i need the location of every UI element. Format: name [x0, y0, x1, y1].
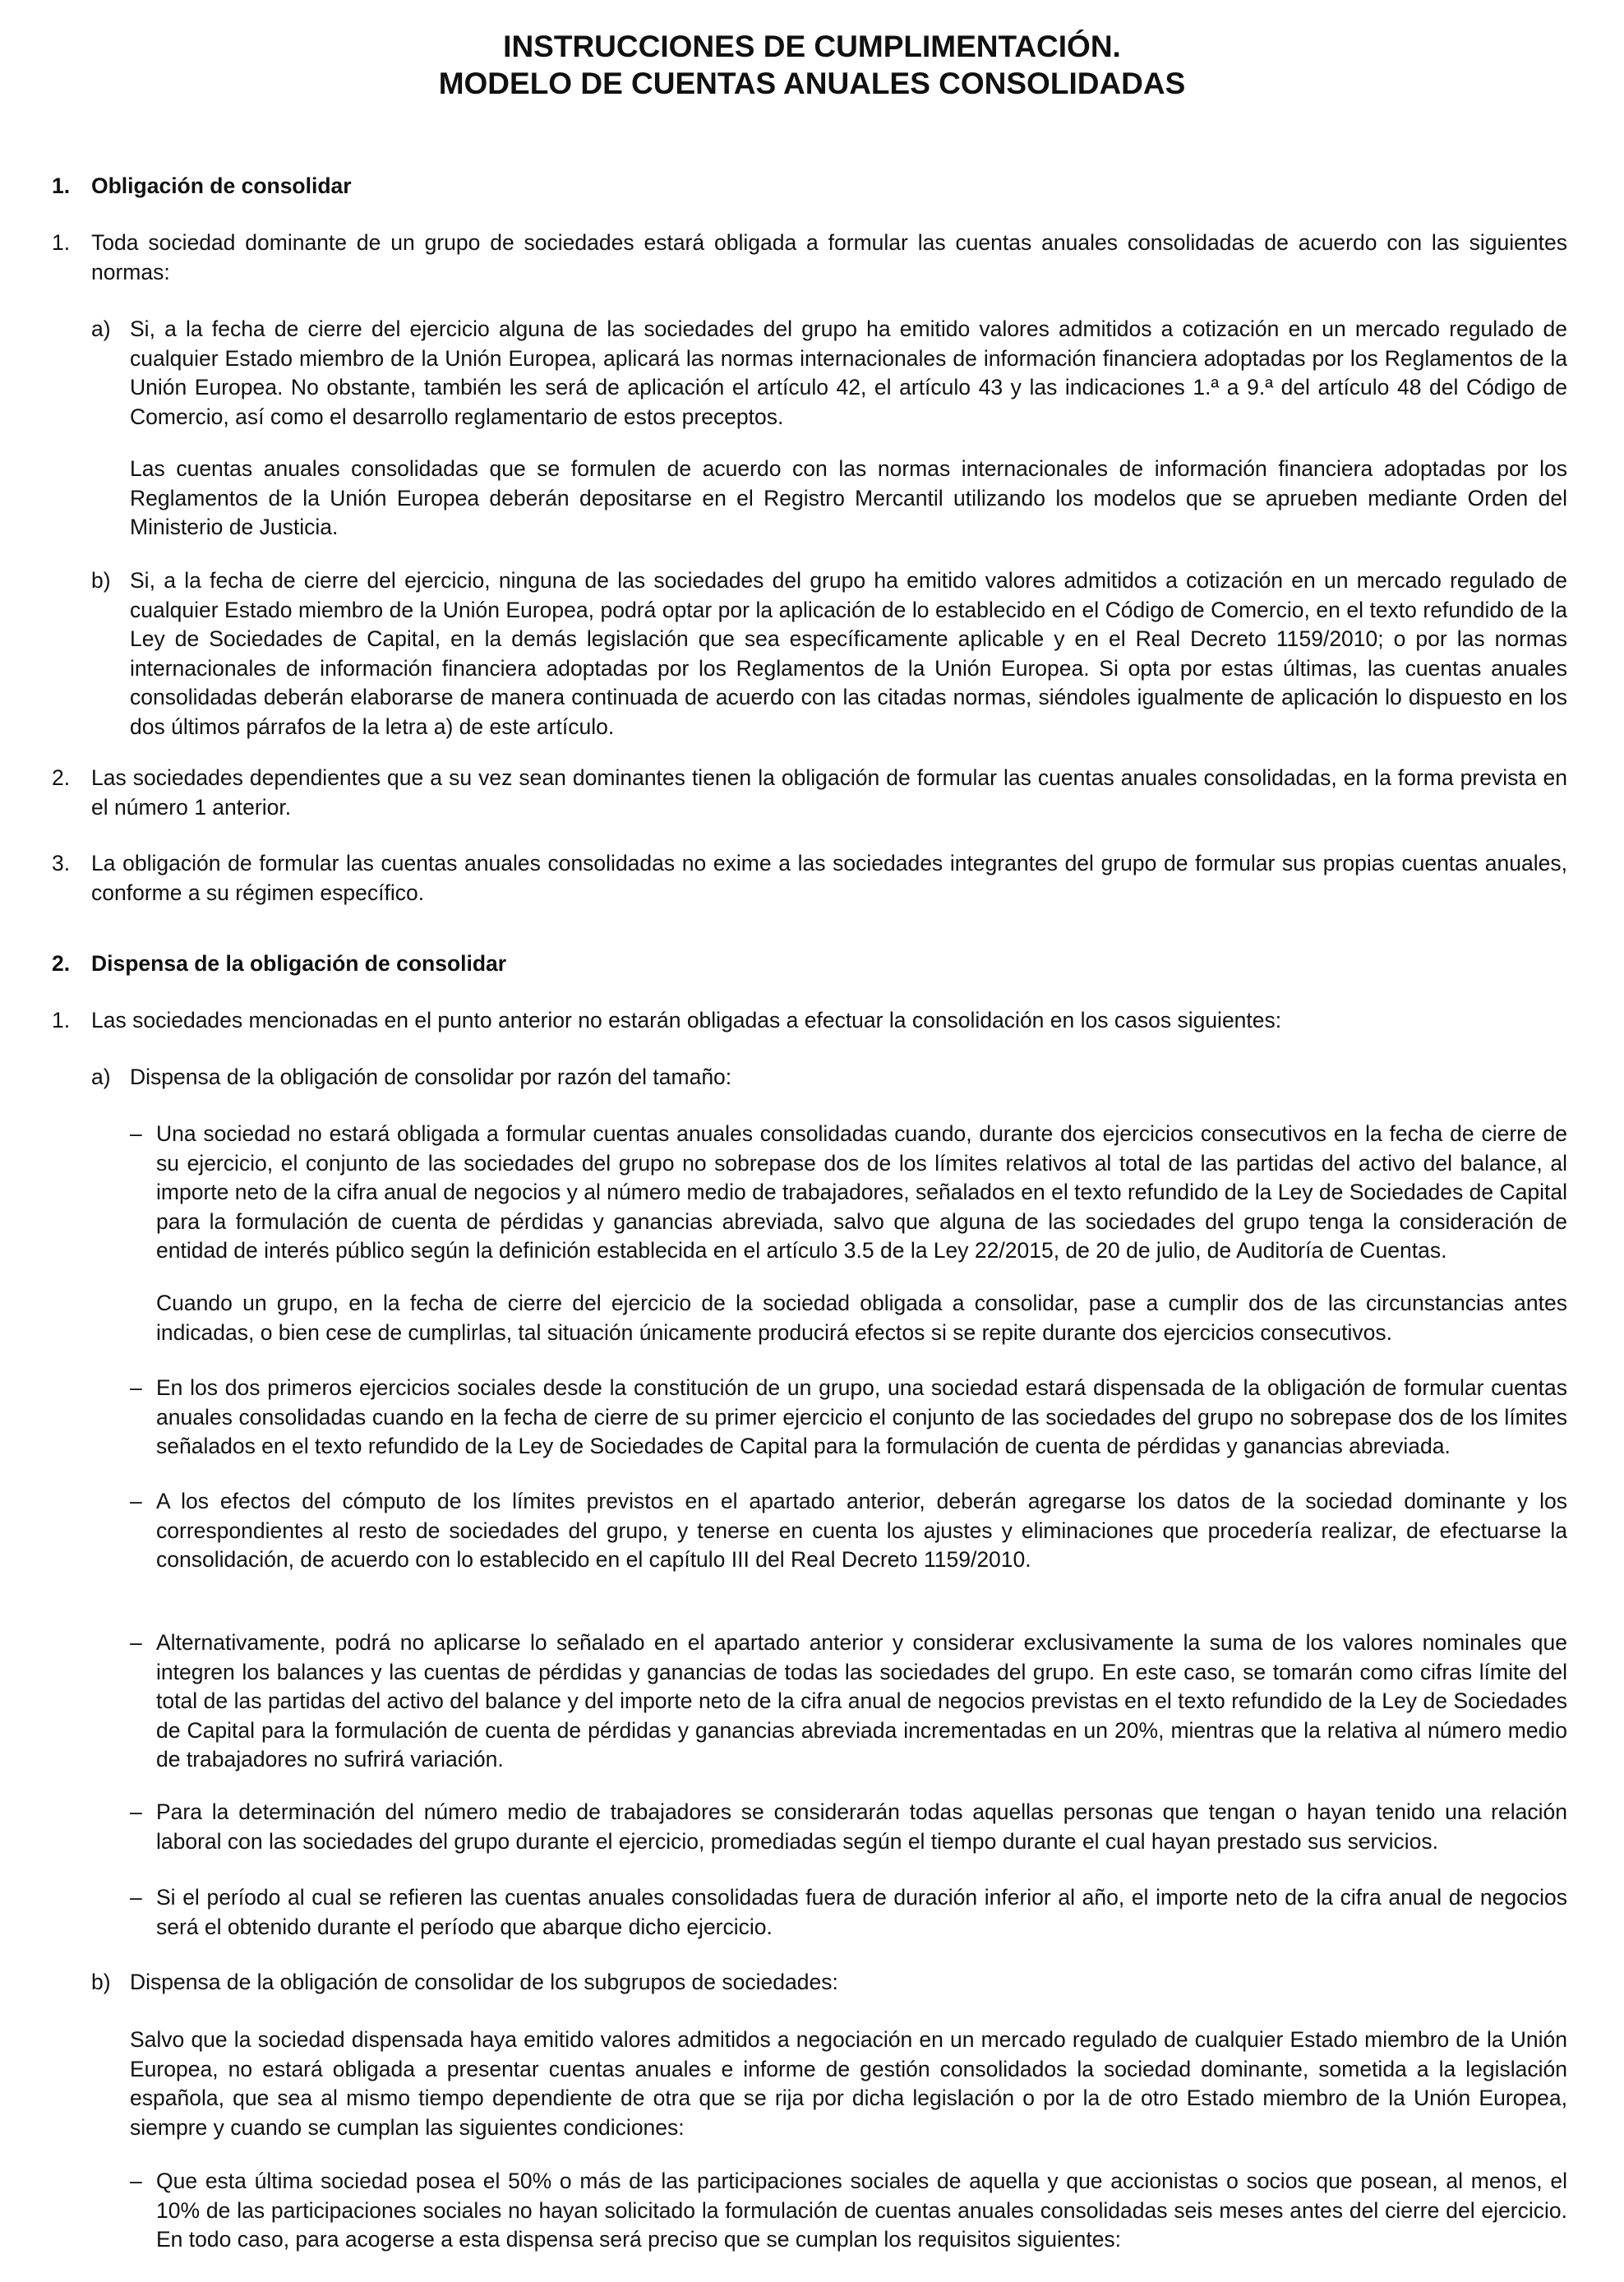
sub-item-a-heading: Dispensa de la obligación de consolidar por razón del tamaño:: [130, 1065, 732, 1089]
sub-item-label-a: a): [91, 316, 111, 341]
list-item-paragraph: Las sociedades dependientes que a su vez sean dominantes tienen la obligación de formular las cuentas anuales consolidadas, en la forma prevista en el número 1 anterior.: [91, 765, 1567, 820]
dash-bullet: –: [130, 1489, 142, 1513]
bullet-paragraph: Que esta última sociedad posea el 50% o más de las participaciones sociales de aquella y que accionistas o socios que posean, al menos, el 10% de las participaciones sociales no hayan solicitado la formulación de cuentas anuales consolidadas seis meses antes del cierre del ejercicio. En todo caso, para acogerse a esta dispensa será preciso que se cumplan los requisitos siguientes:: [156, 2169, 1567, 2252]
dash-bullet: –: [130, 2169, 142, 2193]
sub-item-label-b: b): [91, 1970, 111, 1994]
bullet-paragraph: Una sociedad no estará obligada a formular cuentas anuales consolidadas cuando, durante dos ejercicios consecutivos en la fecha de cierre de su ejercicio, el conjunto de las sociedades del grupo no sobrepase dos de los límites relativos al total de las partidas del activo del balance, al importe neto de la cifra anual de negocios y al número medio de trabajadores, señalados en el texto refundido de la Ley de Sociedades de Capital para la formulación de cuenta de pérdidas y ganancias abreviada, salvo que alguna de las sociedades del grupo tenga la consideración de entidad de interés público según la definición establecida en el artículo 3.5 de la Ley 22/2015, de 20 de julio, de Auditoría de Cuentas.: [156, 1121, 1567, 1263]
section-2-number: 2.: [52, 951, 71, 976]
sub-item-b-heading: Dispensa de la obligación de consolidar de los subgrupos de sociedades:: [130, 1970, 838, 1994]
sub-item-label-b: b): [91, 568, 111, 593]
item-number: 2.: [52, 765, 71, 790]
list-item-paragraph: La obligación de formular las cuentas anuales consolidadas no exime a las sociedades integrantes del grupo de formular sus propias cuentas anuales, conforme a su régimen específico.: [91, 851, 1567, 905]
bullet-paragraph: En los dos primeros ejercicios sociales desde la constitución de un grupo, una sociedad estará dispensada de la obligación de formular cuentas anuales consolidadas cuando en la fecha de cierre de su primer ejercicio el conjunto de las sociedades del grupo no sobrepase dos de los límites señalados en el texto refundido de la Ley de Sociedades de Capital para la formulación de cuenta de pérdidas y ganancias abreviada.: [156, 1375, 1567, 1458]
sub-item-b-paragraph: Si, a la fecha de cierre del ejercicio, ninguna de las sociedades del grupo ha emitido valores admitidos a cotización en un mercado regulado de cualquier Estado miembro de la Unión Europea, podrá optar por la aplicación de lo establecido en el Código de Comercio, en el texto refundido de la Ley de Sociedades de Capital, en la demás legislación que sea específicamente aplicable y en el Real Decreto 1159/2010; o por las normas internacionales de información financiera adoptadas por los Reglamentos de la Unión Europea. Si opta por estas últimas, las cuentas anuales consolidadas deberán elaborarse de manera continuada de acuerdo con las citadas normas, siéndoles igualmente de aplicación lo dispuesto en los dos últimos párrafos de la letra a) de este artículo.: [130, 568, 1567, 739]
sub-item-a-paragraph-2: Las cuentas anuales consolidadas que se formulen de acuerdo con las normas internacionales de información financiera adoptadas por los Reglamentos de la Unión Europea deberán depositarse en el Registro Mercantil utilizando los modelos que se aprueben mediante Orden del Ministerio de Justicia.: [130, 456, 1567, 539]
section-1-heading: Obligación de consolidar: [91, 173, 352, 198]
dash-bullet: –: [130, 1121, 142, 1146]
dash-bullet: –: [130, 1375, 142, 1400]
bullet-paragraph: Para la determinación del número medio de trabajadores se considerarán todas aquellas personas que tengan o hayan tenido una relación laboral con las sociedades del grupo durante el ejercicio, promediadas según el tiempo durante el cual hayan prestado sus servicios.: [156, 1799, 1567, 1854]
list-item-paragraph: Las sociedades mencionadas en el punto anterior no estarán obligadas a efectuar la consolidación en los casos siguientes:: [91, 1008, 1282, 1032]
item-number: 1.: [52, 230, 71, 255]
dash-bullet: –: [130, 1630, 142, 1655]
dash-bullet: –: [130, 1885, 142, 1910]
item-number: 3.: [52, 851, 71, 875]
bullet-paragraph: Cuando un grupo, en la fecha de cierre del ejercicio de la sociedad obligada a consolidar, pase a cumplir dos de las circunstancias antes indicadas, o bien cese de cumplirlas, tal situación únicamente producirá efectos si se repite durante dos ejercicios consecutivos.: [156, 1291, 1567, 1345]
section-1-number: 1.: [52, 173, 71, 198]
document-title-line-1: INSTRUCCIONES DE CUMPLIMENTACIÓN.: [503, 30, 1121, 63]
sub-item-b-paragraph: Salvo que la sociedad dispensada haya emitido valores admitidos a negociación en un mercado regulado de cualquier Estado miembro de la Unión Europea, no estará obligada a presentar cuentas anuales e informe de gestión consolidados la sociedad dominante, sometida a la legislación española, que sea al mismo tiempo dependiente de otra que se rija por dicha legislación o por la de otro Estado miembro de la Unión Europea, siempre y cuando se cumplan las siguientes condiciones:: [130, 2027, 1567, 2140]
list-item-paragraph: Toda sociedad dominante de un grupo de sociedades estará obligada a formular las cuentas anuales consolidadas de acuerdo con las siguientes normas:: [91, 230, 1567, 284]
sub-item-label-a: a): [91, 1065, 111, 1089]
bullet-paragraph: A los efectos del cómputo de los límites previstos en el apartado anterior, deberán agregarse los datos de la sociedad dominante y los correspondientes al resto de sociedades del grupo, y tenerse en cuenta los ajustes y eliminaciones que procedería realizar, de efectuarse la consolidación, de acuerdo con lo establecido en el capítulo III del Real Decreto 1159/2010.: [156, 1489, 1567, 1572]
section-2-heading: Dispensa de la obligación de consolidar: [91, 951, 507, 976]
document-title-line-2: MODELO DE CUENTAS ANUALES CONSOLIDADAS: [438, 67, 1186, 100]
item-number: 1.: [52, 1008, 71, 1032]
bullet-paragraph: Si el período al cual se refieren las cuentas anuales consolidadas fuera de duración inferior al año, el importe neto de la cifra anual de negocios será el obtenido durante el período que abarque dicho ejercicio.: [156, 1885, 1567, 1939]
dash-bullet: –: [130, 1799, 142, 1824]
bullet-paragraph: Alternativamente, podrá no aplicarse lo señalado en el apartado anterior y considerar exclusivamente la suma de los valores nominales que integren los balances y las cuentas de pérdidas y ganancias de todas las sociedades del grupo. En este caso, se tomarán como cifras límite del total de las partidas del activo del balance y del importe neto de la cifra anual de negocios previstas en el texto refundido de la Ley de Sociedades de Capital para la formulación de cuenta de pérdidas y ganancias abreviada incrementadas en un 20%, mientras que la relativa al número medio de trabajadores no sufrirá variación.: [156, 1630, 1567, 1772]
sub-item-a-paragraph-1: Si, a la fecha de cierre del ejercicio alguna de las sociedades del grupo ha emitido valores admitidos a cotización en un mercado regulado de cualquier Estado miembro de la Unión Europea, aplicará las normas internacionales de información financiera adoptadas por los Reglamentos de la Unión Europea. No obstante, también les será de aplicación el artículo 42, el artículo 43 y las indicaciones 1.ª a 9.ª del artículo 48 del Código de Comercio, así como el desarrollo reglamentario de estos preceptos.: [130, 316, 1567, 429]
